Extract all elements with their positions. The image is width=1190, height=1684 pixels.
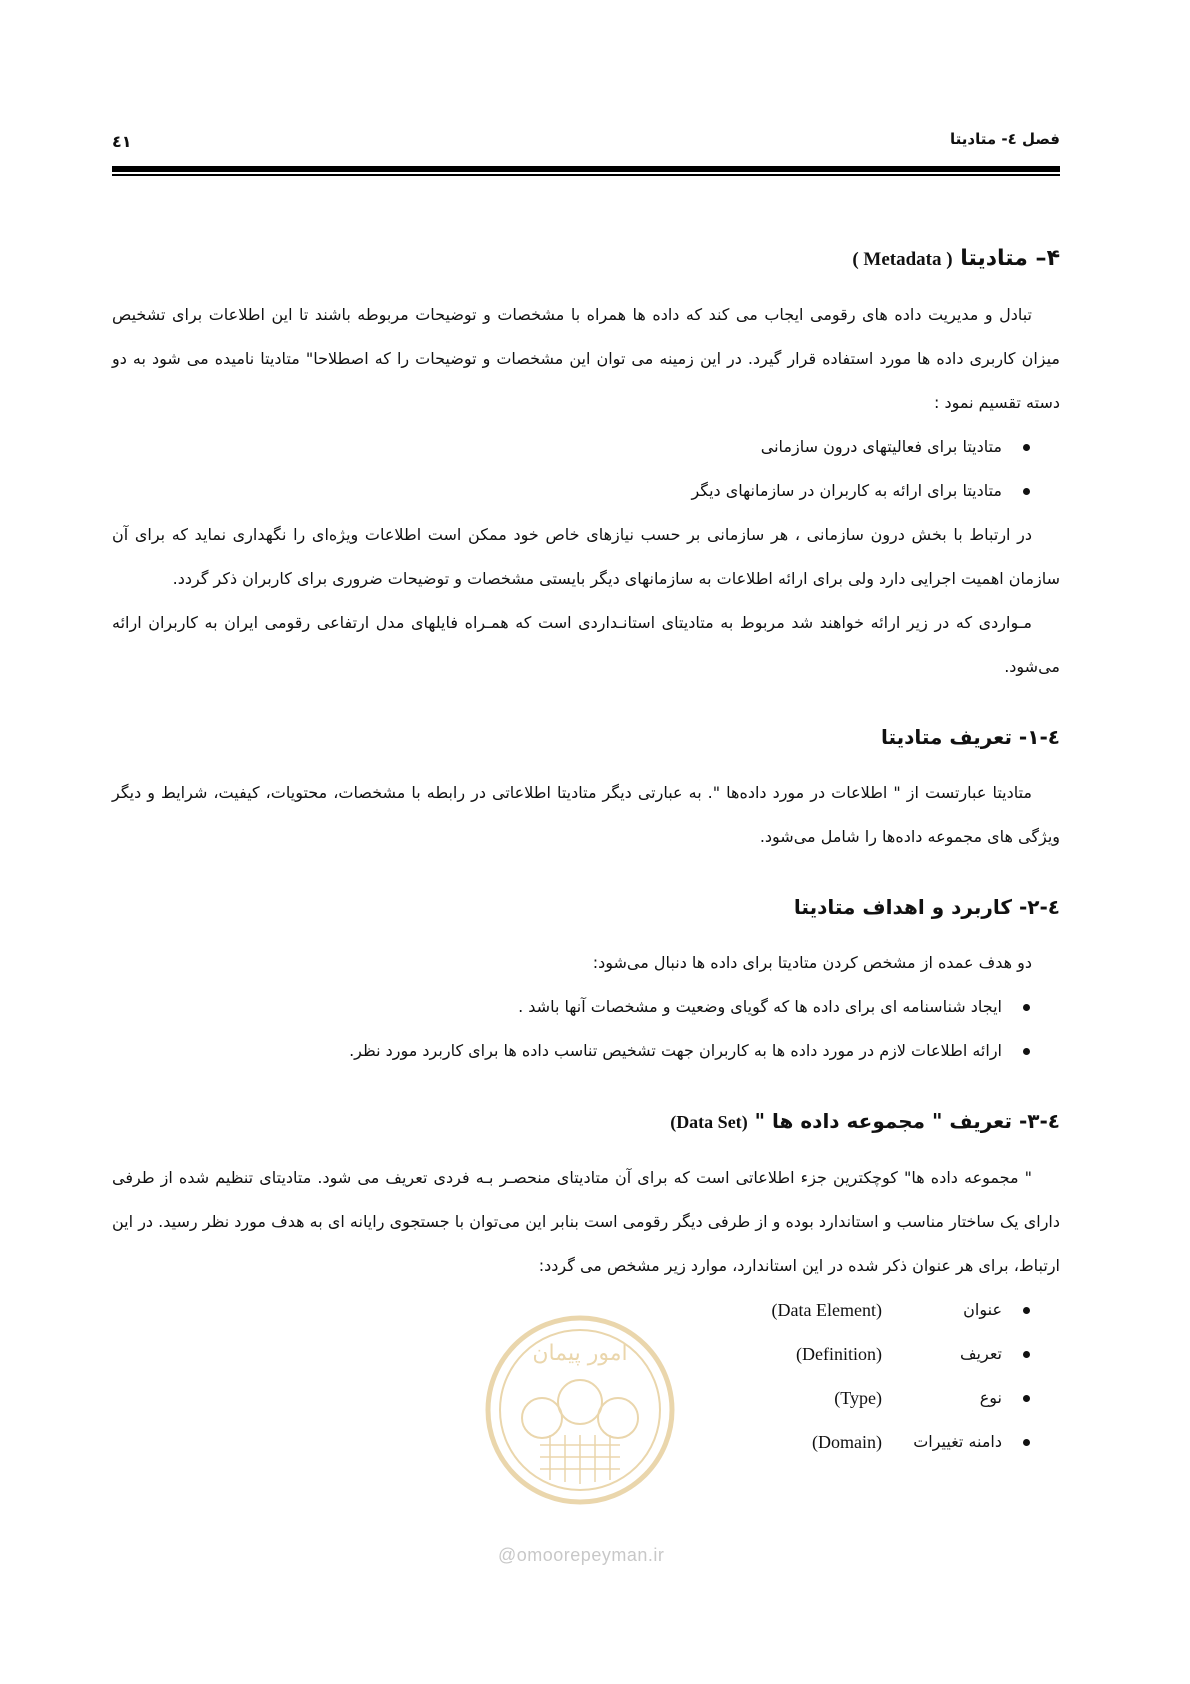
paragraph-intro: تبادل و مدیریت داده های رقومی ایجاب می کند که داده ها همراه با مشخصات و توضیحات مربوطه باشند تا این اطلاعات برای تشخیص میزان کاربری داده ها مورد استفاده قرار گیرد. در این زمینه می توان این مشخصات و توضیحات را که اصطلاحا" متادیتا نامیده می شود به دو دسته تقسیم نمود : (112, 305, 1060, 412)
watermark-site: @omoorepeyman.ir (498, 1545, 665, 1565)
section-heading-text: ٤-۳- تعریف " مجموعه داده ها " (754, 1109, 1060, 1133)
chapter-title: فصل ٤- متادیتا (950, 130, 1060, 148)
paragraph-definition: متادیتا عبارتست از " اطلاعات در مورد داده‌ها ". به عبارتی دیگر متادیتا اطلاعاتی در رابطه با مشخصات، محتویات، کیفیت، شرایط و دیگر ویژگی های مجموعه داده‌ها را شامل می‌شود. (112, 783, 1060, 846)
term-en: (Data Element) (771, 1300, 882, 1320)
section-heading-definition: ٤-۱- تعریف متادیتا (880, 725, 1060, 749)
section-heading-dataset (112, 1107, 1060, 1136)
term-fa: عنوان (963, 1300, 1002, 1319)
paragraph-goals: دو هدف عمده از مشخص کردن متادیتا برای داده ها دنبال می‌شود: (592, 953, 1032, 972)
page-header (112, 130, 1060, 164)
term-fa: دامنه تغییرات (913, 1432, 1002, 1451)
bullet-list-goals (112, 985, 1060, 1073)
section-heading-metadata (112, 244, 1060, 275)
list-item: متادیتا برای ارائه به کاربران در سازمانهای دیگر (112, 469, 1030, 513)
term-fa: تعریف (959, 1344, 1002, 1363)
section-heading-goals: ٤-۲- کاربرد و اهداف متادیتا (793, 895, 1060, 919)
term-en: (Domain) (812, 1432, 882, 1452)
page-number: ٤١ (112, 132, 132, 151)
header-rule-thin (112, 174, 1060, 176)
list-item: متادیتا برای فعالیتهای درون سازمانی (112, 425, 1030, 469)
term-en: (Definition) (796, 1344, 882, 1364)
term-fa: نوع (979, 1388, 1002, 1407)
watermark-logo-icon (480, 1310, 680, 1510)
section-heading-latin: (Data Set) (670, 1112, 748, 1132)
page-content (112, 232, 1060, 1464)
paragraph-standard: مـواردی که در زیر ارائه خواهند شد مربوط به متادیتای استانـداردی است که همـراه فایلهای مدل ارتفاعی رقومی ایران به کاربران ارائه می‌شود. (112, 613, 1060, 676)
paragraph-dataset: " مجموعه داده ها" کوچکترین جزء اطلاعاتی است که برای آن متادیتای منحصـر بـه فردی تعریف می شود. متادیتای تنظیم شده از طرفی دارای یک ساختار مناسب و استاندارد بوده و از طرفی دیگر رقومی است بنابر این می‌توان با جستجوی رایانه ای به هدف مورد نظر رسید. در این ارتباط، برای هر عنوان ذکر شده در این استاندارد، موارد زیر مشخص می گردد: (112, 1168, 1060, 1275)
term-en: (Type) (834, 1388, 882, 1408)
header-rule-thick (112, 166, 1060, 172)
section-heading-latin: ( Metadata ) (852, 249, 953, 270)
bullet-list-metadata-types (112, 425, 1060, 513)
section-heading-text: ۴– متادیتا (960, 246, 1060, 271)
list-item: ارائه اطلاعات لازم در مورد داده ها به کاربران جهت تشخیص تناسب داده ها برای کاربرد مورد نظر. (112, 1029, 1030, 1073)
watermark-logo-text: امور پیمان (532, 1341, 628, 1366)
list-item: ایجاد شناسنامه ای برای داده ها که گویای وضعیت و مشخصات آنها باشد . (112, 985, 1030, 1029)
paragraph-internal: در ارتباط با بخش درون سازمانی ، هر سازمانی بر حسب نیازهای خاص خود ممکن است اطلاعات ویژه‌ای را نگهداری نماید که برای آن سازمان اهمیت اجرایی دارد ولی برای ارائه اطلاعات به سازمانهای دیگر بایستی مشخصات و توضیحات ضروری برای کاربران ذکر گردد. (112, 525, 1060, 588)
